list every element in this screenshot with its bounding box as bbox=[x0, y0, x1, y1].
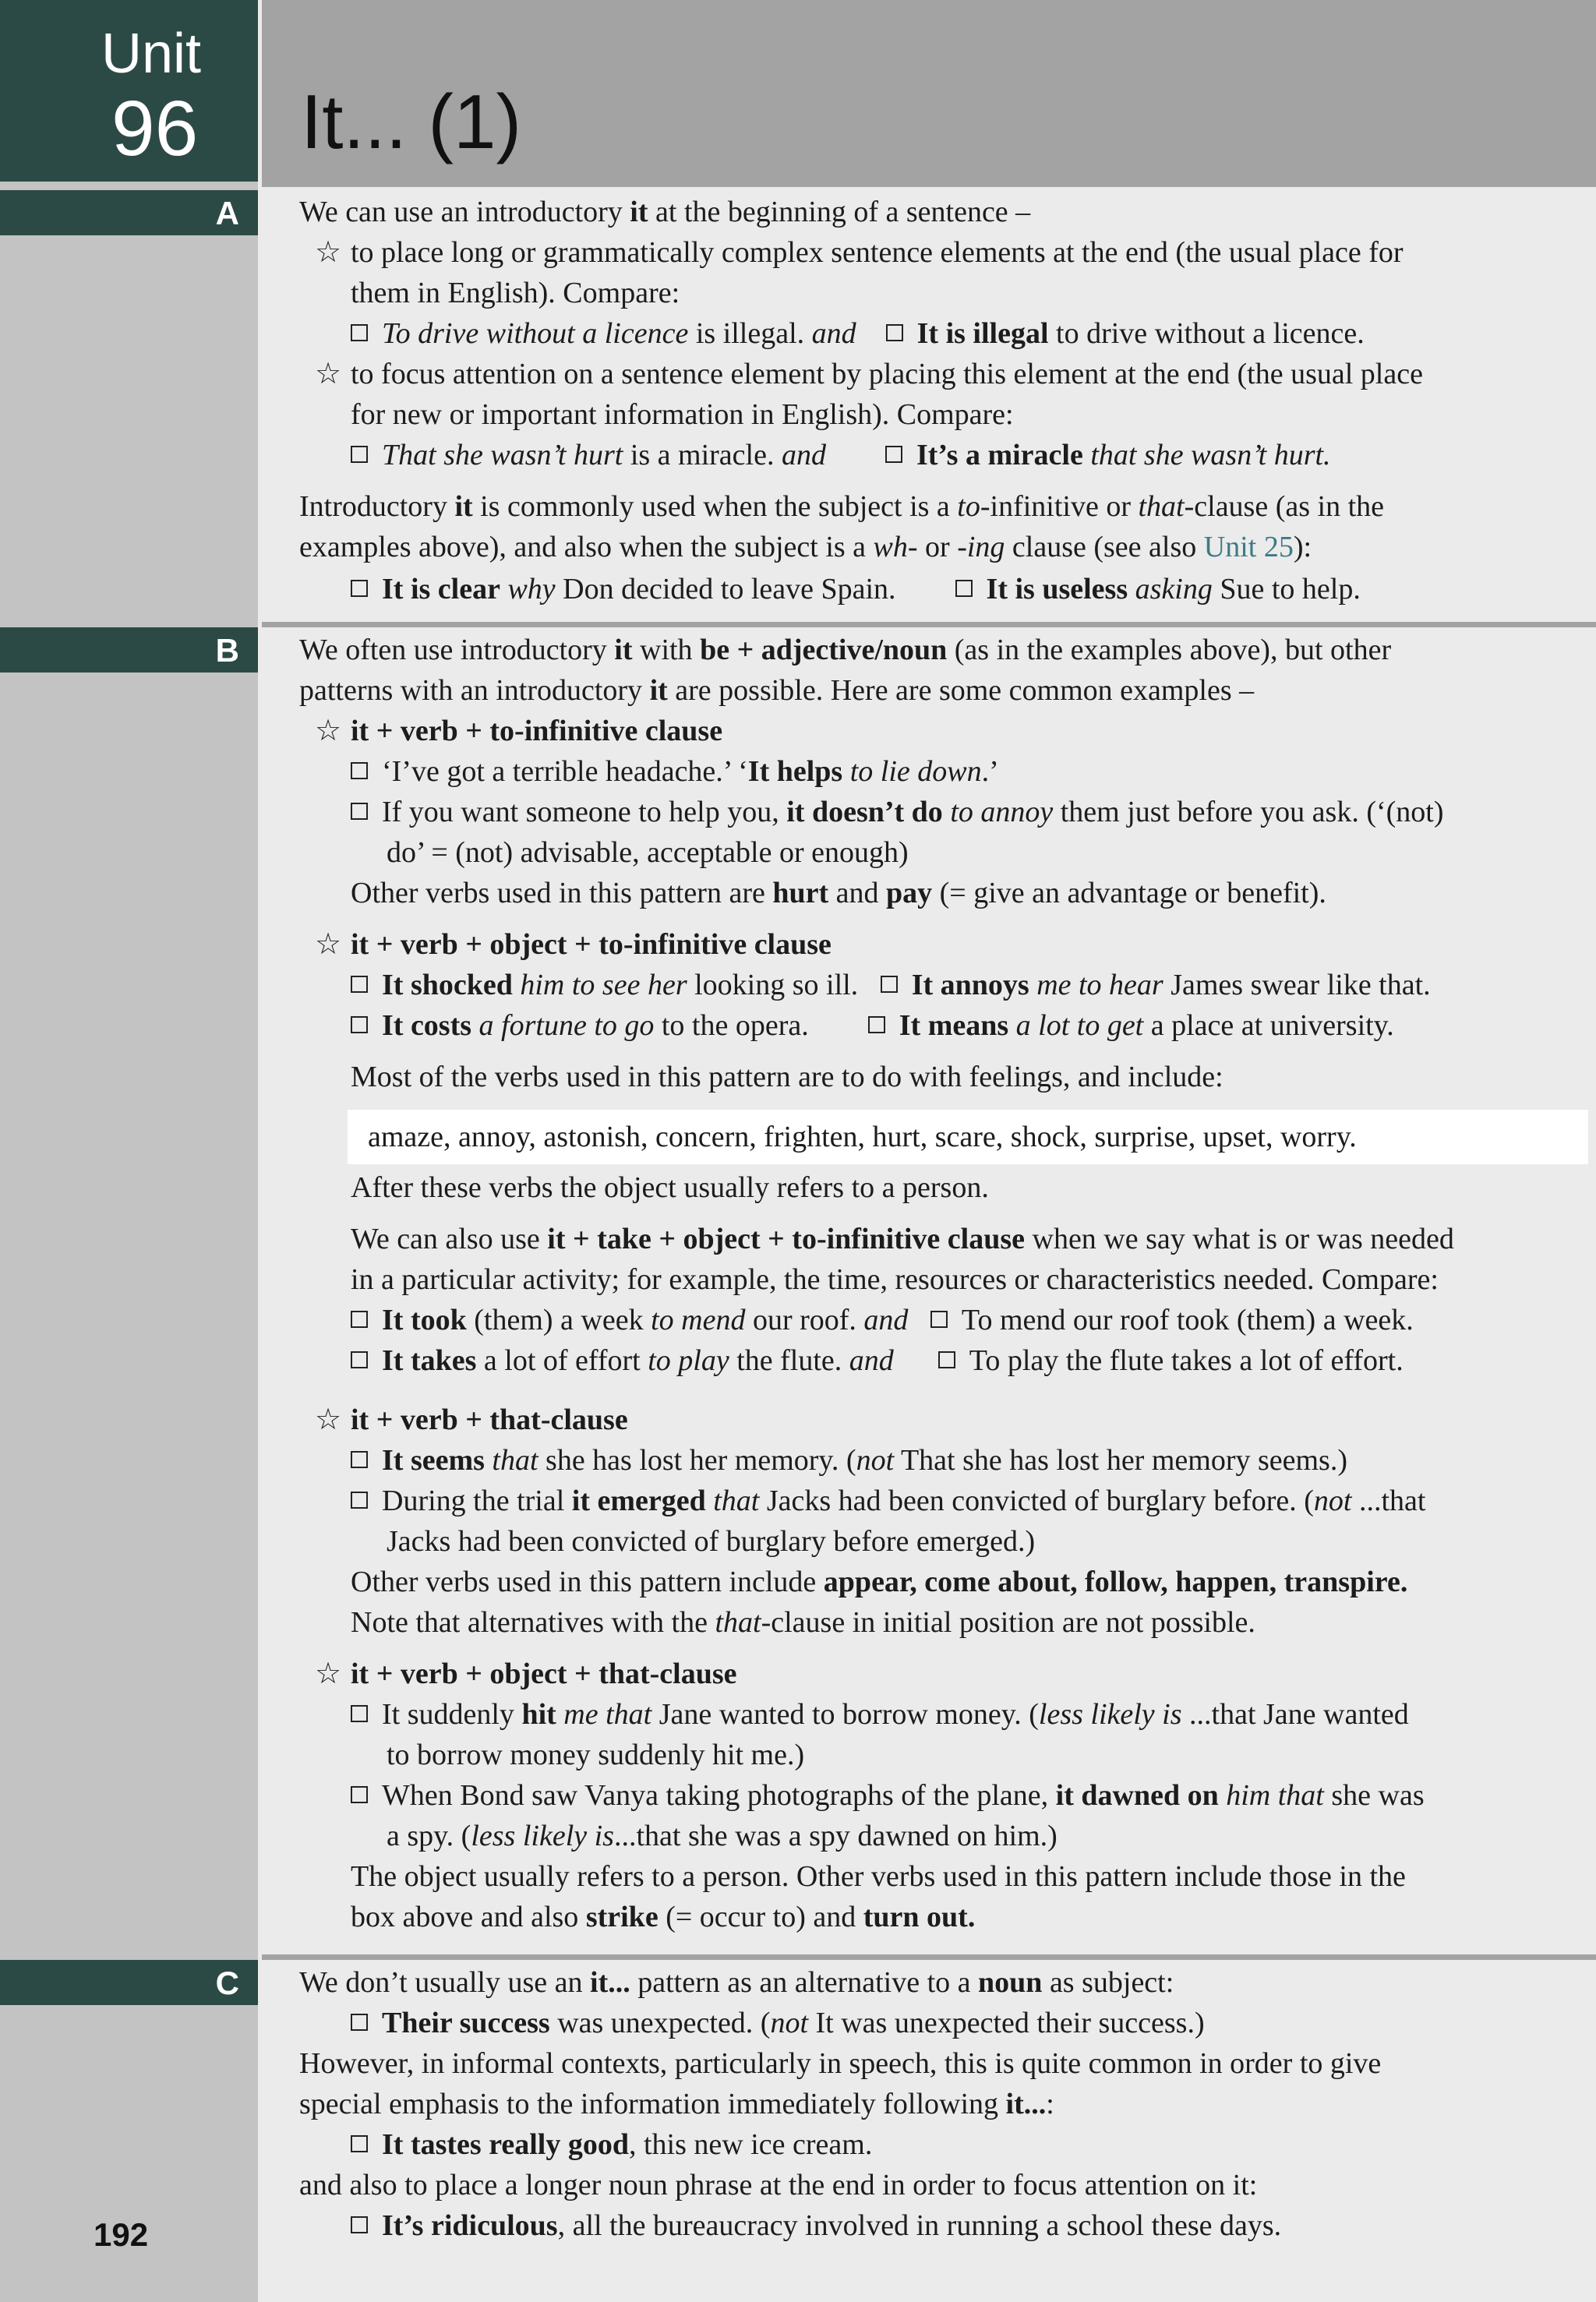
text-line: ☆ it + verb + object + that-clause bbox=[315, 1658, 737, 1690]
example-box-icon bbox=[351, 1705, 368, 1722]
star-bullet-icon: ☆ bbox=[315, 236, 342, 269]
example-box-icon bbox=[351, 976, 368, 993]
example-box-icon bbox=[351, 1451, 368, 1468]
example-box-icon bbox=[938, 1351, 955, 1368]
text-line: in a particular activity; for example, the time, resources or characteristics needed. Compare: bbox=[351, 1263, 1439, 1296]
text-line: That she wasn’t hurt is a miracle. and It’s a miracle that she wasn’t hurt. bbox=[351, 438, 1331, 472]
text-line: Other verbs used in this pattern include appear, come about, follow, happen, transpire. bbox=[351, 1566, 1408, 1598]
text-line: them in English). Compare: bbox=[351, 277, 680, 309]
text-line: box above and also strike (= occur to) and turn out. bbox=[351, 1901, 976, 1933]
text-line: ‘I’ve got a terrible headache.’ ‘It helps to lie down.’ bbox=[351, 754, 999, 789]
example-box-icon bbox=[351, 762, 368, 779]
text-line: It seems that she has lost her memory. (not That she has lost her memory seems.) bbox=[351, 1443, 1347, 1478]
text-line: It’s ridiculous, all the bureaucracy involved in running a school these days. bbox=[351, 2208, 1281, 2243]
star-bullet-icon: ☆ bbox=[315, 358, 342, 390]
example-box-icon bbox=[955, 580, 973, 597]
section-letter: A bbox=[215, 195, 239, 231]
page-number: 192 bbox=[94, 2216, 149, 2253]
text-line: a spy. (less likely is...that she was a spy dawned on him.) bbox=[387, 1820, 1058, 1852]
example-box-icon bbox=[351, 2135, 368, 2152]
text-line: To drive without a licence is illegal. and It is illegal to drive without a licence. bbox=[351, 316, 1365, 351]
unit-word: Unit bbox=[101, 23, 202, 85]
example-box-icon bbox=[351, 1786, 368, 1803]
text-line: It tastes really good, this new ice cream. bbox=[351, 2127, 872, 2162]
unit-badge bbox=[0, 0, 258, 182]
text-line: We often use introductory it with be + adjective/noun (as in the examples above), but other bbox=[299, 634, 1392, 666]
text-line: We can also use it + take + object + to-infinitive clause when we say what is or was needed bbox=[351, 1223, 1454, 1255]
text-line: We don’t usually use an it... pattern as an alternative to a noun as subject: bbox=[299, 1966, 1174, 1999]
text-line: Jacks had been convicted of burglary before emerged.) bbox=[387, 1525, 1036, 1558]
text-line: During the trial it emerged that Jacks had been convicted of burglary before. (not ...that bbox=[351, 1484, 1425, 1518]
text-line: When Bond saw Vanya taking photographs of the plane, it dawned on him that she was bbox=[351, 1778, 1425, 1813]
text-line: It is clear why Don decided to leave Spain. It is useless asking Sue to help. bbox=[351, 572, 1361, 606]
example-box-icon bbox=[868, 1016, 885, 1033]
text-line: However, in informal contexts, particularly in speech, this is quite common in order to give bbox=[299, 2047, 1382, 2080]
text-line: Note that alternatives with the that-clause in initial position are not possible. bbox=[351, 1606, 1255, 1639]
text-line: Introductory it is commonly used when the subject is a to-infinitive or that-clause (as in the bbox=[299, 490, 1384, 523]
example-box-icon bbox=[351, 1016, 368, 1033]
example-box-icon bbox=[351, 446, 368, 463]
star-bullet-icon: ☆ bbox=[315, 1403, 342, 1436]
left-margin bbox=[0, 0, 258, 2302]
text-line: ☆ it + verb + object + to-infinitive clause bbox=[315, 928, 832, 961]
text-line: Most of the verbs used in this pattern are to do with feelings, and include: bbox=[351, 1061, 1223, 1093]
section-rule bbox=[262, 622, 1596, 627]
page-title: It... (1) bbox=[301, 79, 522, 164]
text-line: special emphasis to the information immediately following it...: bbox=[299, 2088, 1054, 2120]
section-letter: C bbox=[215, 1965, 239, 2001]
example-box-icon bbox=[351, 2014, 368, 2031]
text-line: patterns with an introductory it are possible. Here are some common examples – bbox=[299, 674, 1255, 707]
section-label-b bbox=[0, 627, 258, 673]
text-line: ☆ to place long or grammatically complex sentence elements at the end (the usual place for bbox=[315, 236, 1404, 269]
text-line: ☆ to focus attention on a sentence element by placing this element at the end (the usual place bbox=[315, 358, 1423, 390]
star-bullet-icon: ☆ bbox=[315, 1658, 342, 1690]
text-line: We can use an introductory it at the beginning of a sentence – bbox=[299, 196, 1031, 228]
text-line: to borrow money suddenly hit me.) bbox=[387, 1739, 805, 1771]
text-line: do’ = (not) advisable, acceptable or enough) bbox=[387, 836, 909, 869]
example-box-icon bbox=[351, 1311, 368, 1328]
example-box-icon bbox=[351, 324, 368, 341]
text-line: ☆ it + verb + to-infinitive clause bbox=[315, 715, 723, 747]
example-box-icon bbox=[351, 2216, 368, 2233]
text-line: Their success was unexpected. (not It was unexpected their success.) bbox=[351, 2006, 1205, 2040]
example-box-icon bbox=[351, 1351, 368, 1368]
section-rule bbox=[262, 182, 1596, 187]
text-line: ☆ it + verb + that-clause bbox=[315, 1403, 628, 1436]
star-bullet-icon: ☆ bbox=[315, 715, 342, 747]
text-line: After these verbs the object usually refers to a person. bbox=[351, 1171, 989, 1204]
section-label-a bbox=[0, 190, 258, 235]
example-box-icon bbox=[886, 324, 903, 341]
text-line: It takes a lot of effort to play the flute. and To play the flute takes a lot of effort. bbox=[351, 1343, 1404, 1378]
text-line: for new or important information in English). Compare: bbox=[351, 398, 1014, 431]
text-line: It suddenly hit me that Jane wanted to borrow money. (less likely is ...that Jane wanted bbox=[351, 1697, 1409, 1732]
text-line: examples above), and also when the subject is a wh- or -ing clause (see also Unit 25): bbox=[299, 531, 1312, 563]
unit-number: 96 bbox=[111, 85, 199, 172]
text-line: The object usually refers to a person. Other verbs used in this pattern include those in the bbox=[351, 1860, 1406, 1893]
verb-list: amaze, annoy, astonish, concern, frighten, hurt, scare, shock, surprise, upset, worry. bbox=[368, 1121, 1357, 1153]
text-line: It shocked him to see her looking so ill. It annoys me to hear James swear like that. bbox=[351, 968, 1431, 1002]
example-box-icon bbox=[351, 580, 368, 597]
text-line: and also to place a longer noun phrase at the end in order to focus attention on it: bbox=[299, 2169, 1258, 2201]
example-box-icon bbox=[881, 976, 898, 993]
example-box-icon bbox=[885, 446, 902, 463]
example-box-icon bbox=[930, 1311, 948, 1328]
text-line: It took (them) a week to mend our roof. and To mend our roof took (them) a week. bbox=[351, 1303, 1414, 1337]
star-bullet-icon: ☆ bbox=[315, 928, 342, 961]
text-line: If you want someone to help you, it doesn’t do to annoy them just before you ask. (‘(not) bbox=[351, 795, 1444, 829]
section-label-c bbox=[0, 1960, 258, 2005]
example-box-icon bbox=[351, 1492, 368, 1509]
example-box-icon bbox=[351, 803, 368, 820]
section-rule bbox=[262, 1954, 1596, 1960]
section-letter: B bbox=[215, 632, 239, 669]
text-line: Other verbs used in this pattern are hurt and pay (= give an advantage or benefit). bbox=[351, 877, 1326, 909]
text-line: It costs a fortune to go to the opera. It means a lot to get a place at university. bbox=[351, 1008, 1394, 1043]
